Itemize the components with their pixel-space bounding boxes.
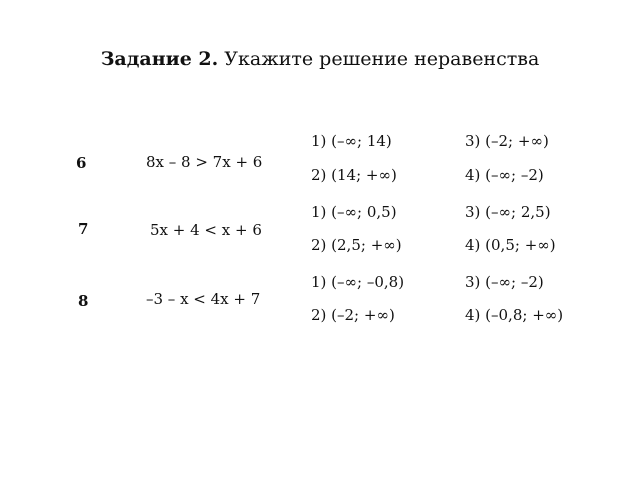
answer-option: 3) (–∞; 2,5) (465, 203, 551, 221)
inequality: 5x + 4 < x + 6 (150, 221, 262, 239)
task-title (0, 48, 640, 70)
answer-option: 2) (–2; +∞) (311, 306, 395, 324)
answer-option: 3) (–∞; –2) (465, 273, 544, 291)
problem-number: 7 (78, 220, 89, 238)
inequality: –3 – x < 4x + 7 (146, 290, 261, 308)
answer-option: 2) (2,5; +∞) (311, 236, 402, 254)
answer-option: 4) (0,5; +∞) (465, 236, 556, 254)
inequality: 8x – 8 > 7x + 6 (146, 153, 263, 171)
answer-option: 1) (–∞; –0,8) (311, 273, 405, 291)
problem-number: 8 (78, 292, 89, 310)
answer-option: 4) (–0,8; +∞) (465, 306, 564, 324)
task-number-label: Задание 2. (100, 48, 219, 70)
answer-option: 1) (–∞; 14) (311, 132, 392, 150)
task-instruction: Укажите решение неравенства (224, 48, 540, 70)
answer-option: 4) (–∞; –2) (465, 166, 544, 184)
answer-option: 1) (–∞; 0,5) (311, 203, 397, 221)
answer-option: 2) (14; +∞) (311, 166, 397, 184)
answer-option: 3) (–2; +∞) (465, 132, 549, 150)
problem-number: 6 (76, 154, 87, 172)
